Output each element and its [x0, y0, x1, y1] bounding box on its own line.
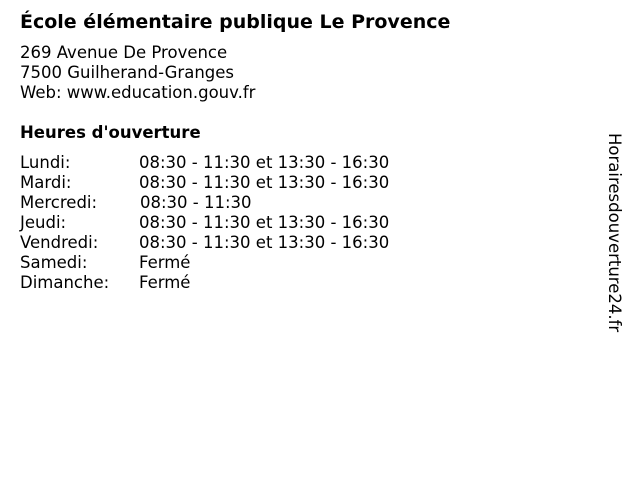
- time-value: 08:30 - 11:30 et 13:30 - 16:30: [139, 213, 390, 232]
- time-value: Fermé: [139, 253, 191, 272]
- website-line: Web: www.education.gouv.fr: [20, 83, 256, 102]
- time-value: Fermé: [139, 273, 191, 292]
- time-value: 08:30 - 11:30: [140, 193, 252, 212]
- time-value: 08:30 - 11:30 et 13:30 - 16:30: [139, 173, 390, 192]
- address-city: 7500 Guilherand-Granges: [20, 63, 235, 82]
- day-label: Lundi:: [20, 153, 71, 172]
- time-value: 08:30 - 11:30 et 13:30 - 16:30: [139, 233, 390, 252]
- site-watermark: Horairesdouverture24.fr: [605, 133, 624, 333]
- day-label: Jeudi:: [20, 213, 67, 232]
- time-value: 08:30 - 11:30 et 13:30 - 16:30: [139, 153, 390, 172]
- day-label: Mercredi:: [20, 193, 98, 212]
- page-title: École élémentaire publique Le Provence: [20, 11, 451, 33]
- address-street: 269 Avenue De Provence: [20, 43, 228, 62]
- opening-hours-heading: Heures d'ouverture: [20, 123, 201, 142]
- day-label: Mardi:: [20, 173, 72, 192]
- school-address: [20, 43, 255, 103]
- day-label: Vendredi:: [20, 233, 99, 252]
- day-label: Dimanche:: [20, 273, 110, 292]
- day-label: Samedi:: [20, 253, 88, 272]
